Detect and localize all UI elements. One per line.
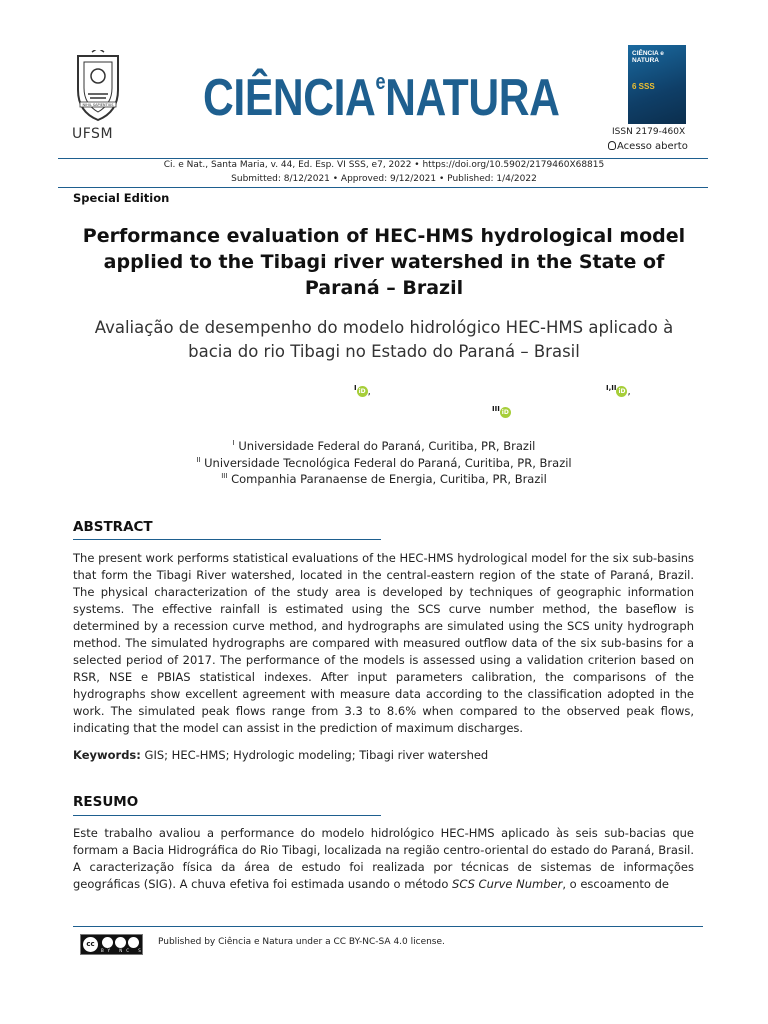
abstract-underline (73, 539, 381, 540)
author-2-sep: , (627, 386, 631, 398)
affiliation-1-mark: I (232, 439, 235, 448)
ufsm-label: UFSM (72, 126, 114, 142)
author-2-mark: I,II (606, 384, 617, 392)
affiliation-2-mark: II (196, 456, 201, 465)
affiliation-3-mark: III (221, 472, 228, 481)
nc-icon (115, 937, 126, 948)
resumo-underline (73, 815, 381, 816)
sa-icon (128, 937, 139, 948)
author-2 (606, 384, 631, 397)
abstract-heading: ABSTRACT (73, 519, 153, 535)
resumo-text-1: Este trabalho avaliou a performance do modelo hidrológico HEC-HMS aplicado às seis sub-bacias que formam a Bacia Hidrográfica do Rio Tibagi, localizada na região centro-oriental do estado do Paraná, Brasil. A caracterização física da área de estudo foi realizada por técnicas de sistemas de informações geográficas (SIG). A chuva efetiva foi estimada usando o método (73, 826, 694, 891)
affiliation-1 (0, 439, 768, 453)
author-1-mark: I (354, 384, 357, 392)
journal-title-part1: CIÊNCIA (203, 69, 376, 127)
affiliation-2-text: Universidade Tecnológica Federal do Paraná, Curitiba, PR, Brazil (204, 456, 572, 470)
journal-title[interactable] (203, 68, 559, 128)
university-crest-icon (70, 50, 126, 122)
by-icon (102, 937, 113, 948)
resumo-text-2: , o escoamento de (562, 877, 669, 891)
ufsm-logo (70, 50, 130, 145)
cc-license-badge[interactable] (80, 934, 152, 955)
author-1 (354, 384, 371, 397)
header-divider (58, 158, 708, 159)
journal-title-part2: NATURA (385, 69, 560, 127)
orcid-icon[interactable]: iD (618, 387, 626, 395)
submission-dates: Submitted: 8/12/2021 • Approved: 9/12/2021 • Published: 1/4/2022 (231, 174, 537, 184)
cover-subtitle: 6 SSS (632, 82, 655, 91)
open-access-link[interactable] (608, 141, 688, 152)
resumo-heading: RESUMO (73, 794, 139, 810)
issn: ISSN 2179-460X (612, 127, 686, 137)
keywords (73, 747, 694, 764)
article-title-en: Performance evaluation of HEC-HMS hydrological model applied to the Tibagi river watershed in the State of Paraná – Brazil (82, 225, 686, 299)
section-label: Special Edition (73, 191, 170, 205)
orcid-icon[interactable]: iD (501, 408, 509, 416)
orcid-icon[interactable]: iD (358, 387, 366, 395)
cover-title: CIÊNCIA e NATURA (632, 50, 664, 64)
keywords-text: GIS; HEC-HMS; Hydrologic modeling; Tibagi river watershed (140, 748, 489, 762)
journal-title-sup: e (375, 69, 386, 94)
cc-icon: cc (83, 937, 98, 952)
resumo-text (73, 825, 694, 893)
citation-line[interactable]: Ci. e Nat., Santa Maria, v. 44, Ed. Esp. VI SSS, e7, 2022 • https://doi.org/10.5902/2179460X68815 (163, 160, 605, 170)
affiliation-2 (0, 456, 768, 470)
resumo-text-italic: SCS Curve Number (452, 877, 563, 891)
cc-badge-text: BY NC SA (101, 948, 152, 953)
abstract-text: The present work performs statistical evaluations of the HEC-HMS hydrological model for the six sub-basins that form the Tibagi River watershed, located in the central-eastern region of the state of Paraná, Brazil. The physical characterization of the study area is developed by techniques of geographic information systems. The effective rainfall is estimated using the SCS curve number method, the baseflow is determined by a recession curve method, and hydrographs are simulated using the SCS unity hydrograph method. The simulated hydrographs are compared with measured outflow data of the six sub-basins for a selected period of 2017. The performance of the models is assessed using a validation criterion based on RSR, NSE e PBIAS statistical indexes. After input parameters calibration, the comparisons of the hydrographs show excellent agreement with measure data according to the classification adopted in the work. The simulated peak flows range from 3.3 to 8.6% when compared to the observed peak flows, indicating that the model can assist in the prediction of maximum discharges. (73, 551, 694, 735)
header-divider-2 (58, 187, 708, 188)
crest-motto: NIHIL SAPIENTIUS (82, 103, 114, 107)
author-1-sep: , (367, 386, 371, 398)
open-access-icon (608, 141, 616, 150)
affiliation-3-text: Companhia Paranaense de Energia, Curitiba, PR, Brazil (231, 472, 547, 486)
affiliation-3 (0, 472, 768, 486)
footer-divider (73, 926, 703, 927)
journal-cover-thumbnail[interactable] (628, 45, 686, 124)
keywords-label: Keywords: (73, 748, 141, 762)
author-3-mark: III (492, 405, 500, 413)
author-3 (492, 405, 511, 418)
open-access-label: Acesso aberto (617, 141, 688, 152)
license-text: Published by Ciência e Natura under a CC BY-NC-SA 4.0 license. (158, 937, 445, 947)
affiliation-1-text: Universidade Federal do Paraná, Curitiba, PR, Brazil (238, 439, 536, 453)
article-title-pt: Avaliação de desempenho do modelo hidrológico HEC-HMS aplicado à bacia do rio Tibagi no Estado do Paraná – Brasil (94, 318, 674, 361)
